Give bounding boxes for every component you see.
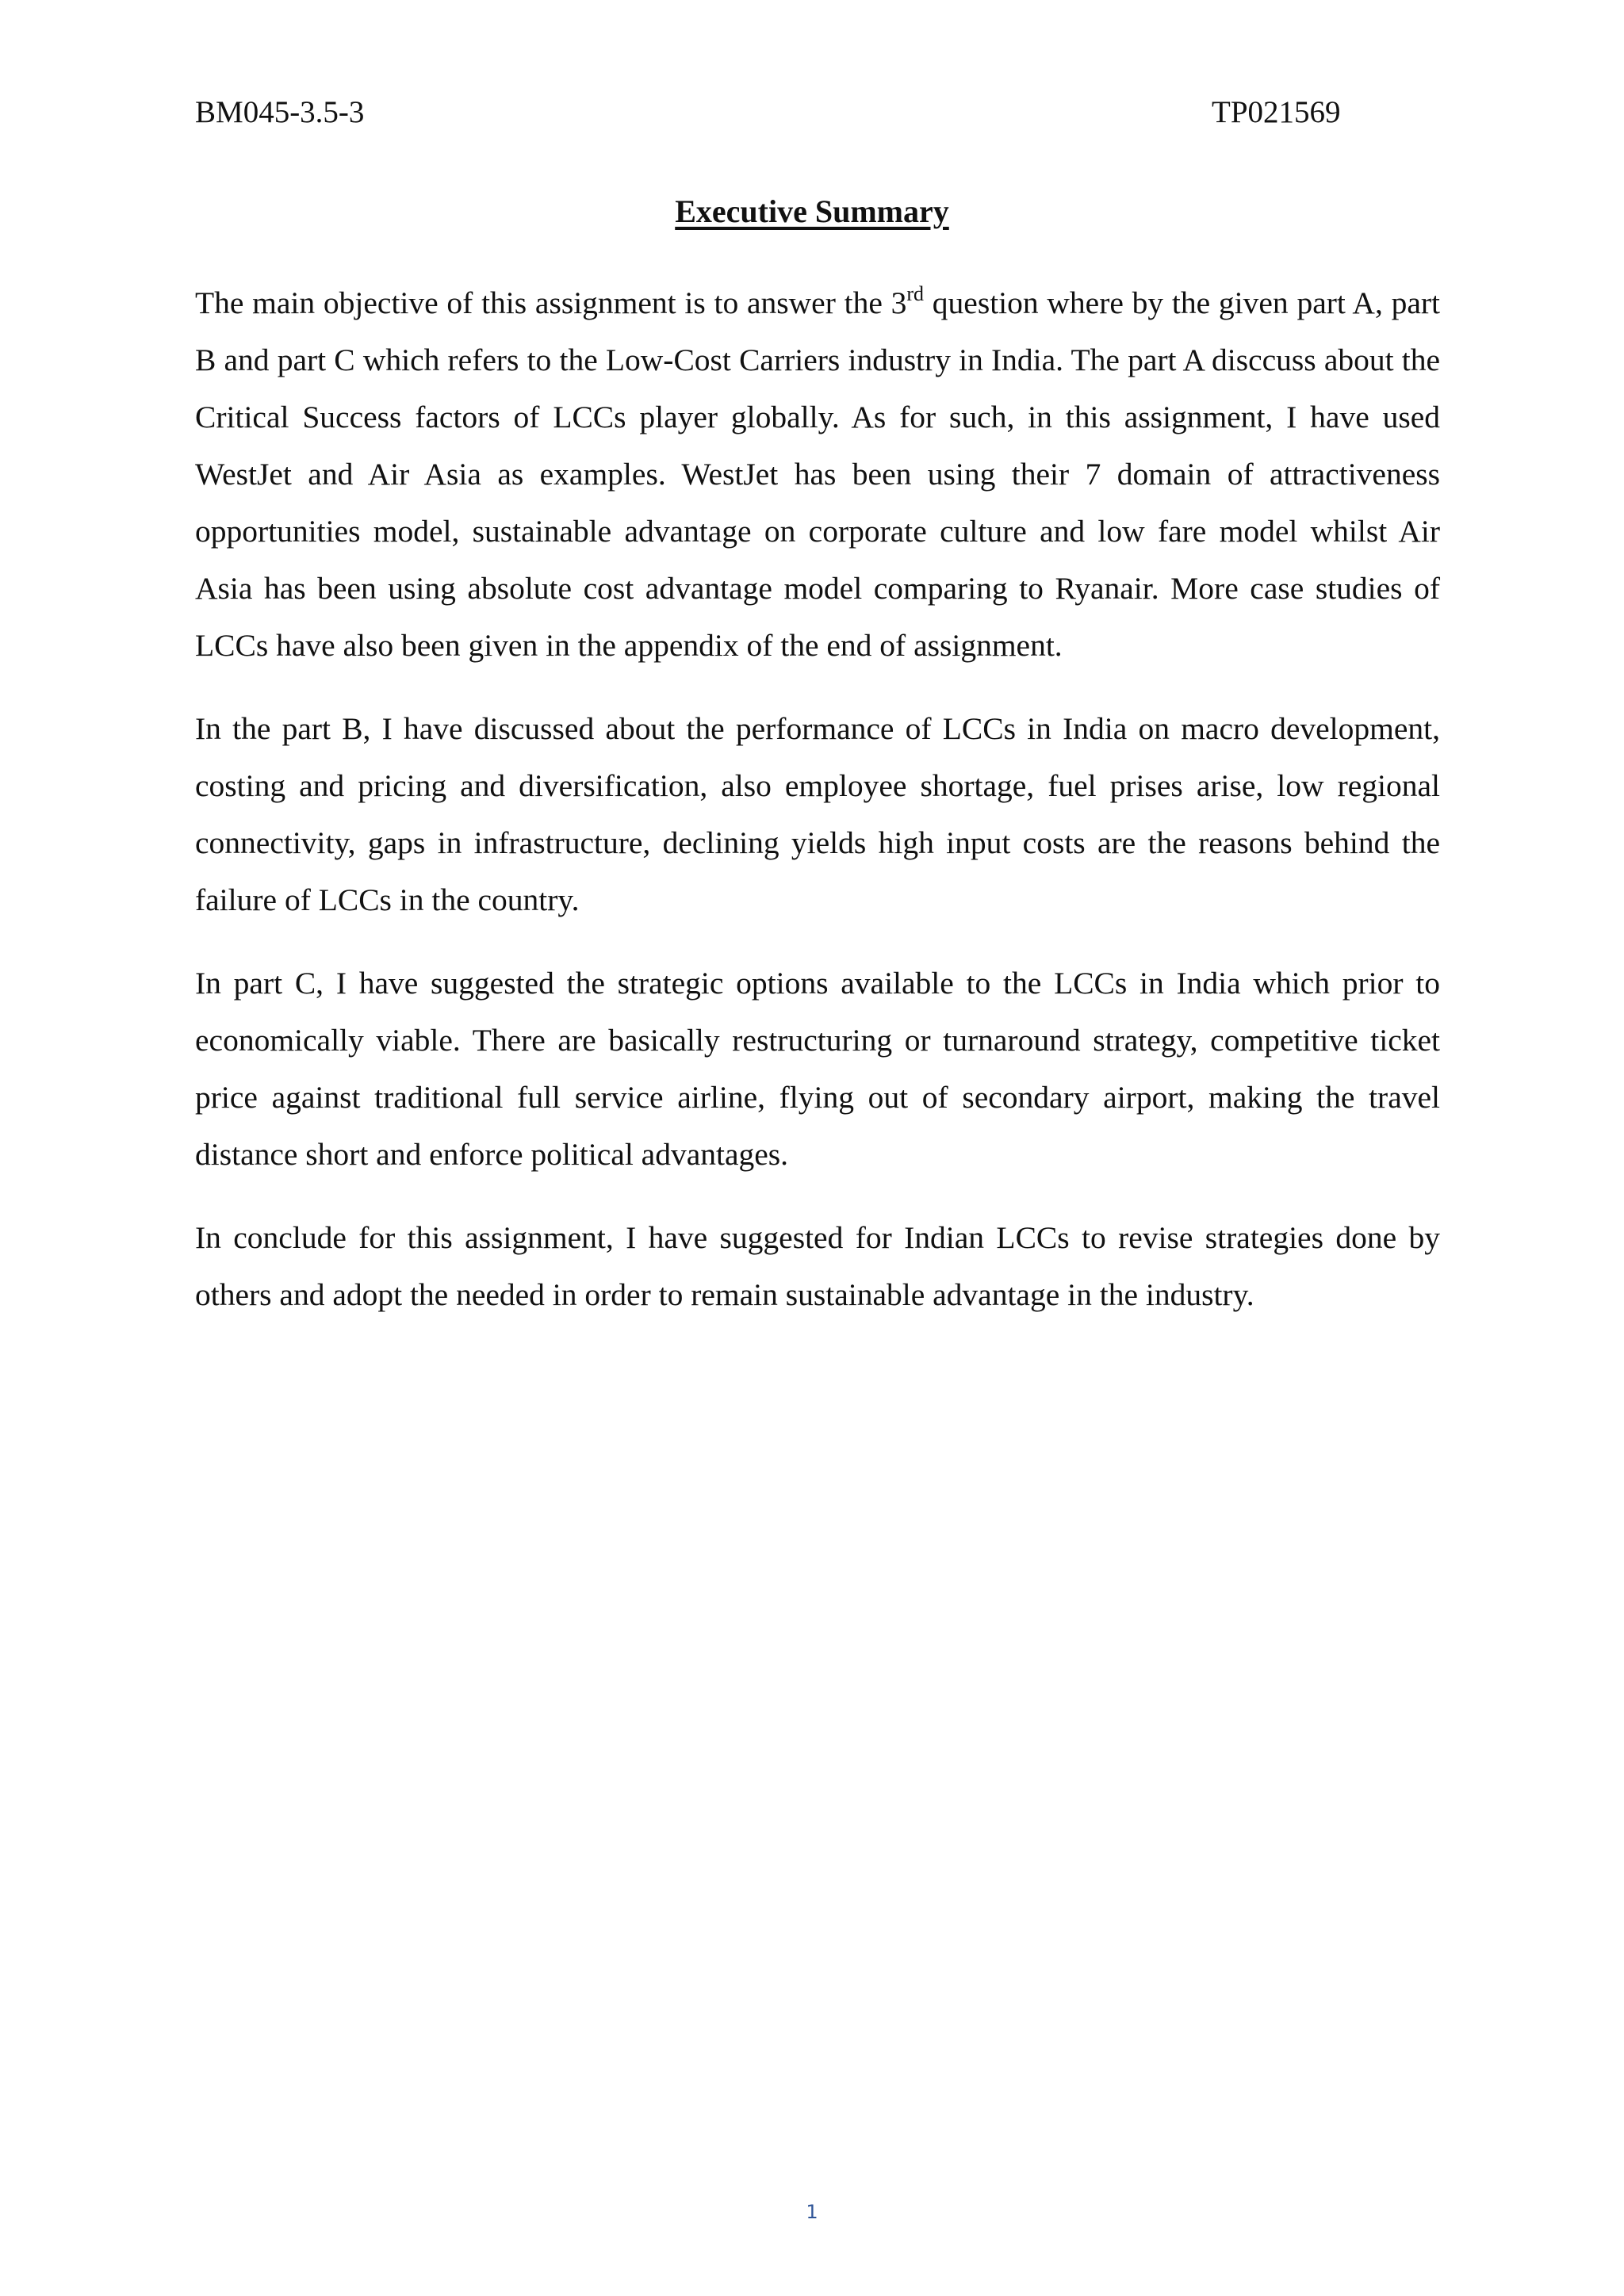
ordinal-superscript: rd bbox=[906, 281, 925, 305]
header-student-id: TP021569 bbox=[1212, 95, 1341, 129]
summary-body bbox=[195, 274, 1440, 1349]
paragraph-objective-text-start: The main objective of this assignment is to answer the 3 bbox=[195, 285, 907, 320]
paragraph-objective-text-end: question where by the given part A, part B and part C which refers to the Low-Cost Carriers industry in India. The part A disccuss about the Critical Success factors of LCCs player globally. As for such, in this assignment, I have used WestJet and Air Asia as examples. WestJet has been using their 7 domain of attractiveness opportunities model, sustainable advantage on corporate culture and low fare model whilst Air Asia has been using absolute cost advantage model comparing to Ryanair. More case studies of LCCs have also been given in the appendix of the end of assignment. bbox=[195, 285, 1440, 663]
paragraph-conclusion: In conclude for this assignment, I have suggested for Indian LCCs to revise strategies done by others and adopt the needed in order to remain sustainable advantage in the industry. bbox=[195, 1220, 1440, 1312]
header-course-code: BM045-3.5-3 bbox=[195, 95, 365, 129]
paragraph-part-c: In part C, I have suggested the strategic options available to the LCCs in India which prior to economically viable. There are basically restructuring or turnaround strategy, competitive ticket price against traditional full service airline, flying out of secondary airport, making the travel distance short and enforce political advantages. bbox=[195, 966, 1440, 1172]
paragraph-objective bbox=[195, 274, 1440, 674]
page-title: Executive Summary bbox=[675, 193, 949, 229]
paragraph-part-b: In the part B, I have discussed about the performance of LCCs in India on macro development, costing and pricing and diversification, also employee shortage, fuel prises arise, low regional connectivity, gaps in infrastructure, declining yields high input costs are the reasons behind the failure of LCCs in the country. bbox=[195, 711, 1440, 917]
page-number: 1 bbox=[806, 2201, 818, 2223]
